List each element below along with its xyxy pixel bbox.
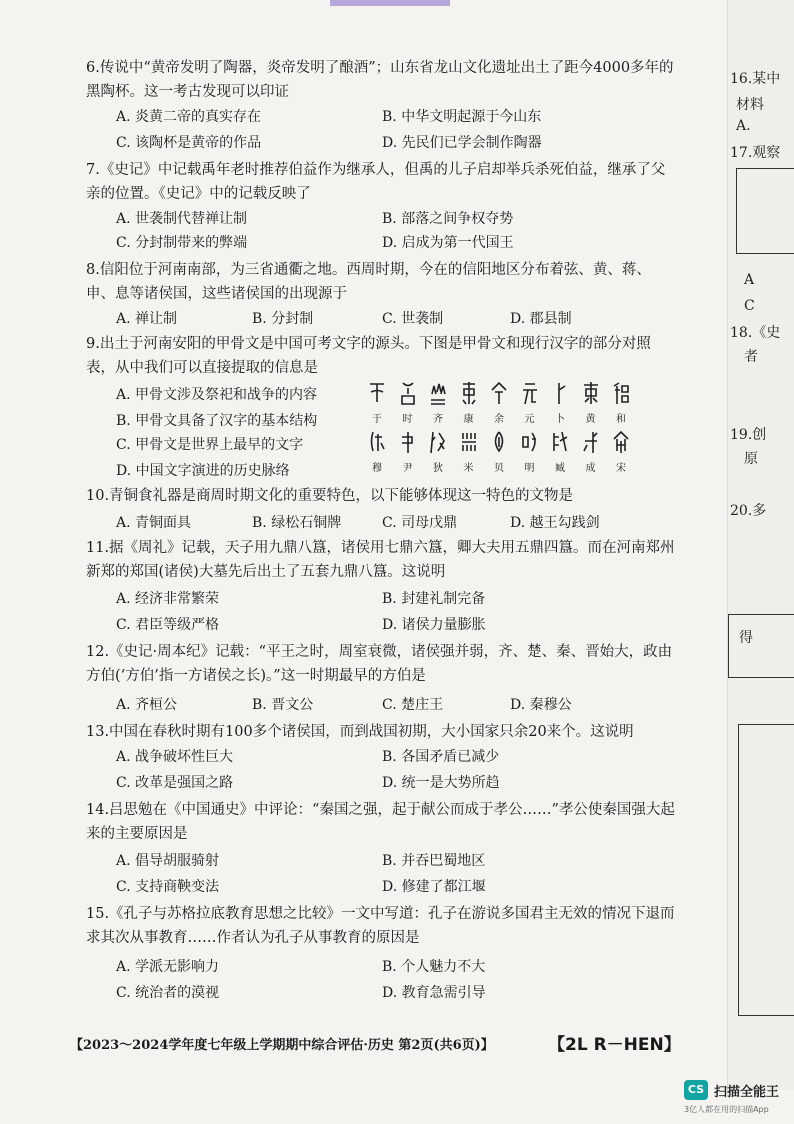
option-d: D. 秦穆公: [510, 697, 572, 713]
oracle-glyph-icon: [581, 380, 601, 406]
option-b: B. 甲骨文具备了汉字的基本结构: [116, 413, 318, 429]
oracle-glyph: [578, 380, 604, 425]
option-a: A. 倡导胡服骑射: [116, 853, 220, 869]
option-c: C. 甲骨文是世界上最早的文字: [116, 437, 304, 453]
option-a: A. 战争破坏性巨大: [116, 749, 234, 765]
option-d: D. 郡县制: [510, 311, 572, 327]
option-d: D. 统一是大势所趋: [382, 775, 500, 791]
option-c: C. 楚庄王: [382, 697, 444, 713]
question-stem: 11.据《周礼》记载，天子用九鼎八簋，诸侯用七鼎六簋，卿大夫用五鼎四簋。而在河南郑州新郑的郑国(诸侯)大墓先后出土了五套九鼎八簋。这说明: [86, 540, 675, 580]
strip-text: 20.多: [730, 503, 767, 519]
option-c: C. 改革是强国之路: [116, 775, 234, 791]
oracle-glyph: [486, 429, 512, 474]
oracle-glyph-icon: [550, 429, 570, 455]
question-9: [86, 332, 676, 380]
oracle-glyph: [395, 429, 421, 474]
question-13: [86, 720, 676, 744]
strip-text: 17.观察: [730, 145, 781, 161]
strip-text: 者: [744, 349, 758, 365]
oracle-glyph-icon: [428, 429, 448, 455]
oracle-glyph: [395, 380, 421, 425]
oracle-glyph-icon: [398, 380, 418, 406]
option-d: D. 先民们已学会制作陶器: [382, 135, 542, 151]
oracle-glyph: [486, 380, 512, 425]
option-b: B. 个人魅力不大: [382, 959, 486, 975]
option-a: A. 经济非常繁荣: [116, 591, 220, 607]
strip-text: 原: [744, 451, 758, 467]
oracle-bone-comparison-table: [364, 380, 654, 474]
question-6: [86, 56, 676, 104]
modern-char: 元: [524, 414, 535, 425]
modern-char: 于: [372, 414, 382, 425]
option-b: B. 部落之间争权夺势: [382, 211, 514, 227]
option-b: B. 中华文明起源于今山东: [382, 109, 542, 125]
option-b: B. 并吞巴蜀地区: [382, 853, 486, 869]
oracle-glyph: [364, 380, 390, 425]
oracle-glyph-icon: [367, 380, 387, 406]
question-stem: 10.青铜食礼器是商周时期文化的重要特色，以下能够体现这一特色的文物是: [86, 488, 574, 504]
oracle-glyph: [425, 380, 451, 425]
option-d: D. 诸侯力量膨胀: [382, 617, 486, 633]
oracle-glyph: [364, 429, 390, 474]
option-b: B. 各国矛盾已减少: [382, 749, 500, 765]
option-d: D. 越王勾践剑: [510, 515, 600, 531]
modern-char: 穆: [372, 463, 382, 474]
modern-char: 米: [463, 463, 474, 474]
oracle-glyph-icon: [489, 380, 509, 406]
option-b: B. 晋文公: [252, 697, 314, 713]
oracle-glyph-icon: [398, 429, 418, 455]
oracle-row-2: [364, 429, 634, 474]
oracle-glyph: [456, 380, 482, 425]
oracle-glyph: [547, 429, 573, 474]
oracle-glyph: [578, 429, 604, 474]
option-b: B. 封建礼制完备: [382, 591, 486, 607]
strip-text: 18.《史: [730, 325, 781, 341]
question-8: [86, 258, 676, 306]
question-11: [86, 536, 676, 584]
oracle-glyph-icon: [550, 380, 570, 406]
strip-frame: [738, 724, 794, 1016]
strip-text: C: [744, 298, 755, 314]
modern-char: 明: [524, 463, 535, 474]
scanner-slogan: 3亿人都在用的扫描App: [684, 1105, 769, 1114]
top-color-band: [330, 0, 450, 6]
modern-char: 黄: [585, 414, 596, 425]
option-a: A. 禅让制: [116, 311, 178, 327]
score-label: 得: [739, 630, 753, 646]
oracle-glyph: [517, 380, 543, 425]
strip-text: 材料: [736, 97, 764, 113]
option-c: C. 世袭制: [382, 311, 444, 327]
option-a: A. 甲骨文涉及祭祀和战争的内容: [116, 387, 318, 403]
option-c: C. 君臣等级严格: [116, 617, 220, 633]
oracle-glyph-icon: [459, 380, 479, 406]
question-7: [86, 158, 676, 206]
question-12: [86, 640, 676, 688]
question-stem: 15.《孔子与苏格拉底教育思想之比较》一文中写道：孔子在游说多国君主无效的情况下退而求其次从事教育……作者认为孔子从事教育的原因是: [86, 906, 675, 946]
option-a: A. 青铜面具: [116, 515, 192, 531]
modern-char: 康: [463, 414, 474, 425]
question-10: [86, 484, 676, 508]
oracle-glyph-icon: [459, 429, 479, 455]
modern-char: 卜: [555, 414, 565, 425]
oracle-glyph-icon: [611, 380, 631, 406]
option-d: D. 修建了都江堰: [382, 879, 486, 895]
next-page-strip: [727, 0, 794, 1090]
question-stem: 8.信阳位于河南南部，为三省通衢之地。西周时期，今在的信阳地区分布着弦、黄、蒋、申、息等诸侯国，这些诸侯国的出现源于: [86, 262, 651, 302]
score-box: [728, 614, 794, 678]
oracle-glyph-icon: [428, 380, 448, 406]
option-b: B. 分封制: [252, 311, 314, 327]
modern-char: 狄: [433, 463, 443, 474]
oracle-row-1: [364, 380, 634, 425]
option-a: A. 学派无影响力: [116, 959, 220, 975]
oracle-glyph: [425, 429, 451, 474]
modern-char: 余: [494, 414, 504, 425]
modern-char: 贝: [494, 463, 504, 474]
oracle-glyph: [517, 429, 543, 474]
question-stem: 12.《史记·周本纪》记载：“平王之时，周室衰微，诸侯强并弱，齐、楚、秦、晋始大，政由方伯(‘方伯’指一方诸侯之长)。”这一时期最早的方伯是: [86, 644, 673, 684]
oracle-glyph-icon: [367, 429, 387, 455]
option-d: D. 启成为第一代国王: [382, 235, 514, 251]
option-a: A. 炎黄二帝的真实存在: [116, 109, 262, 125]
oracle-glyph: [608, 380, 634, 425]
modern-char: 宋: [616, 463, 626, 474]
option-a: A. 世袭制代替禅让制: [116, 211, 248, 227]
strip-text: A.: [736, 118, 751, 134]
modern-char: 成: [585, 463, 596, 474]
question-stem: 14.吕思勉在《中国通史》中评论：“秦国之强，起于献公而成于孝公……”孝公使秦国强大起来的主要原因是: [86, 802, 675, 842]
oracle-glyph: [608, 429, 634, 474]
question-stem: 7.《史记》中记载禹年老时推荐伯益作为继承人，但禹的儿子启却举兵杀死伯益，继承了父亲的位置。《史记》中的记载反映了: [86, 162, 666, 202]
oracle-glyph-icon: [611, 429, 631, 455]
option-a: A. 齐桓公: [116, 697, 178, 713]
option-c: C. 该陶杯是黄帝的作品: [116, 135, 262, 151]
option-c: C. 分封制带来的弊端: [116, 235, 248, 251]
oracle-glyph: [547, 380, 573, 425]
question-14: [86, 798, 676, 846]
oracle-glyph-icon: [489, 429, 509, 455]
page-footer: 【2023～2024学年度七年级上学期期中综合评估·历史 第2页(共6页)】: [70, 1038, 494, 1053]
option-c: C. 支持商鞅变法: [116, 879, 220, 895]
question-stem: 6.传说中“黄帝发明了陶器，炎帝发明了酿酒”；山东省龙山文化遗址出土了距今4000多年的黑陶杯。这一考古发现可以印证: [86, 60, 674, 100]
option-c: C. 统治者的漠视: [116, 985, 220, 1001]
camscanner-logo-icon: CS: [684, 1080, 708, 1100]
modern-char: 时: [402, 414, 413, 425]
oracle-glyph-icon: [520, 429, 540, 455]
strip-text: A: [744, 272, 755, 288]
modern-char: 臧: [555, 463, 565, 474]
option-d: D. 中国文字演进的历史脉络: [116, 463, 290, 479]
strip-text: 16.某中: [730, 71, 781, 87]
strip-table: [736, 168, 794, 254]
scanner-name: 扫描全能王: [714, 1084, 780, 1100]
oracle-glyph: [456, 429, 482, 474]
paper-code: 【2L R－HEN】: [548, 1035, 681, 1055]
question-stem: 13.中国在春秋时期有100多个诸侯国，而到战国初期，大小国家只余20来个。这说明: [86, 724, 634, 740]
question-15: [86, 902, 676, 950]
question-stem: 9.出土于河南安阳的甲骨文是中国可考文字的源头。下图是甲骨文和现行汉字的部分对照表，从中我们可以直接提取的信息是: [86, 336, 651, 376]
strip-text: 19.创: [730, 427, 767, 443]
option-c: C. 司母戊鼎: [382, 515, 458, 531]
modern-char: 齐: [433, 414, 443, 425]
option-d: D. 教育急需引导: [382, 985, 486, 1001]
modern-char: 和: [616, 414, 626, 425]
oracle-glyph-icon: [581, 429, 601, 455]
option-b: B. 绿松石铜牌: [252, 515, 342, 531]
modern-char: 尹: [402, 463, 413, 474]
oracle-glyph-icon: [520, 380, 540, 406]
scanner-watermark: [684, 1080, 780, 1114]
